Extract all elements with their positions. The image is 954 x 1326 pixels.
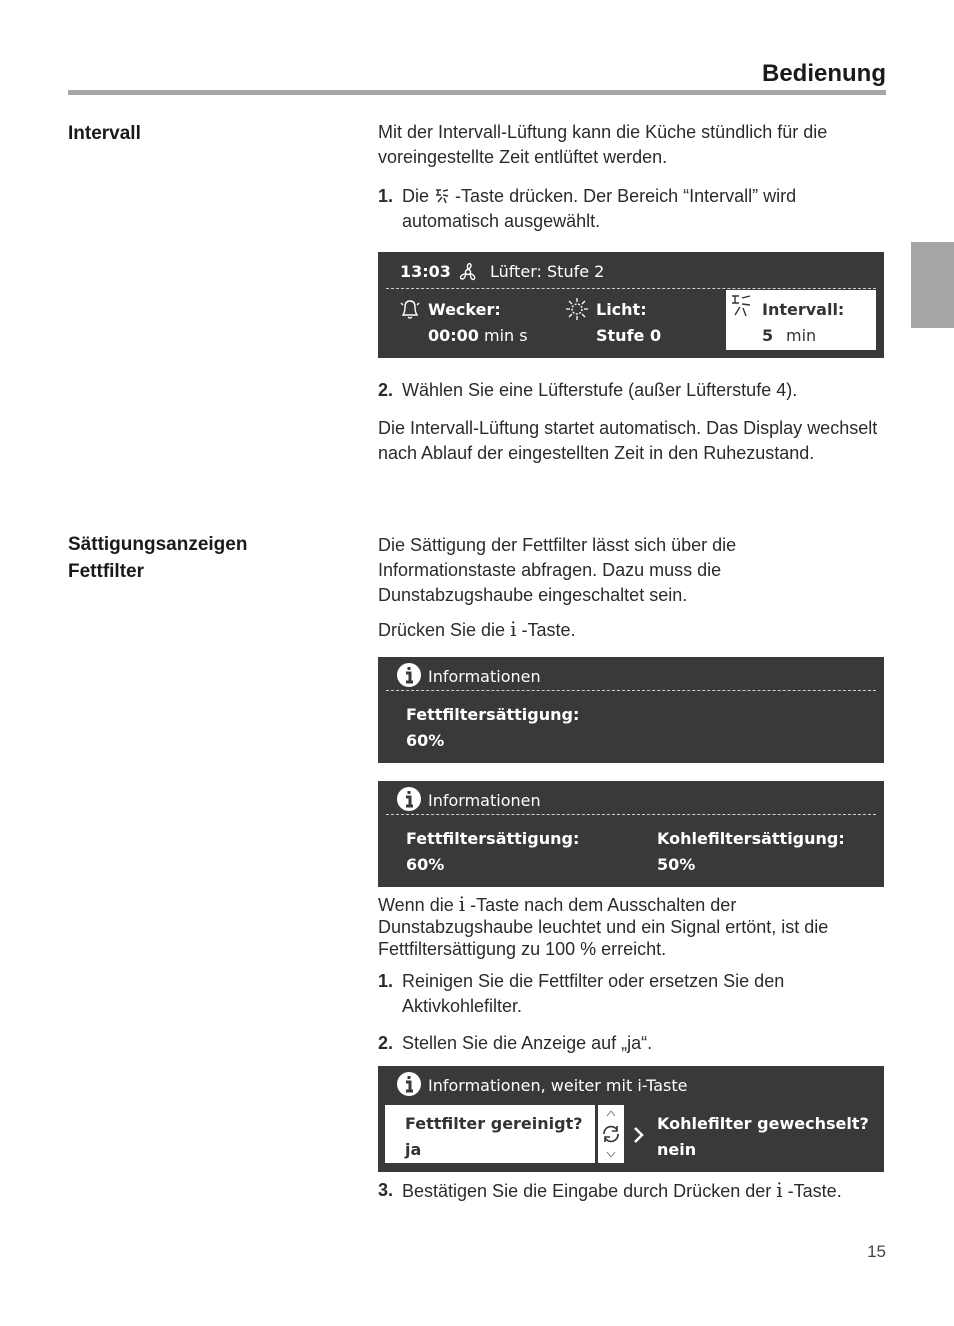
display-fan-status: Lüfter: Stufe 2 [490, 262, 605, 281]
bell-icon [398, 297, 422, 321]
page-title: Bedienung [762, 60, 886, 87]
info-key-icon: i [510, 617, 517, 641]
press-text-pre: Drücken Sie die [378, 620, 506, 640]
intervall-unit: min [786, 326, 817, 345]
fettfilter-label: Fettfiltersättigung: [406, 829, 580, 848]
info-icon [396, 786, 422, 812]
page-number: 15 [867, 1242, 886, 1261]
section-title-line-1: Sättigungsanzeigen [68, 534, 248, 555]
section-title-intervall: Intervall [68, 123, 141, 144]
fettfilter-value: 60% [406, 855, 445, 874]
step-number: 1. [378, 186, 394, 206]
step-text-post: -Taste drücken. Der Bereich “Intervall” wird automatisch ausgewählt. [402, 186, 797, 231]
intervall-step-2 [378, 378, 878, 403]
fettfilter-label: Fettfiltersättigung: [406, 705, 580, 724]
intervall-intro: Mit der Intervall-Lüftung kann die Küche stündlich für die voreingestellte Zeit entlüftet werden. [378, 122, 828, 167]
step-number: 1. [378, 971, 394, 991]
display-info-fettfilter [378, 657, 884, 763]
section-title-line-2: Fettfilter [68, 561, 144, 582]
info-key-icon: i [458, 892, 466, 916]
display-divider [386, 690, 876, 691]
kohlefilter-question: Kohlefilter gewechselt? [657, 1114, 869, 1133]
display-header: Informationen, weiter mit i-Taste [428, 1076, 688, 1095]
press-info-instruction [378, 617, 878, 643]
intervall-label: Intervall: [762, 300, 845, 319]
light-icon [564, 296, 590, 322]
step-text-pre: Bestätigen Sie die Eingabe durch Drücken der [402, 1181, 772, 1201]
wecker-value: 00:00 [428, 326, 479, 345]
step-text-post: -Taste. [787, 1181, 842, 1201]
section-title-saettigung [68, 531, 247, 585]
saettigung-warning [378, 893, 878, 960]
side-tab-marker [911, 242, 954, 328]
step-number: 2. [378, 380, 394, 400]
display-header: Informationen [428, 791, 541, 810]
licht-label: Licht: [596, 300, 647, 319]
step-text: Reinigen Sie die Fettfilter oder ersetzen Sie den Aktivkohlefilter. [402, 971, 785, 1016]
fettfilter-question: Fettfilter gereinigt? [405, 1114, 583, 1133]
display-divider [386, 288, 876, 289]
step-number: 2. [378, 1033, 394, 1053]
scroll-selector [598, 1105, 624, 1163]
kohlefilter-label: Kohlefiltersättigung: [657, 829, 845, 848]
display-info-both-filters [378, 781, 884, 887]
wecker-unit: min s [484, 326, 528, 345]
intervall-selected-field [726, 290, 876, 350]
display-time: 13:03 [400, 262, 451, 281]
saettigung-step-2 [378, 1031, 878, 1056]
header-rule [68, 90, 886, 95]
chevron-right-icon [632, 1126, 646, 1144]
interval-icon [730, 294, 752, 318]
fettfilter-answer: ja [405, 1140, 422, 1159]
step-text-pre: Die [402, 186, 430, 206]
step-text: Wählen Sie eine Lüfterstufe (außer Lüfterstufe 4). [402, 380, 798, 400]
display-intervall [378, 252, 884, 358]
intervall-value: 5 [762, 326, 774, 345]
step-number: 3. [378, 1180, 394, 1200]
warn-text-post: -Taste nach dem Ausschalten der Dunstabzugshaube leuchtet und ein Signal ertönt, ist die Fettfiltersättigung zu 100 % erreicht. [378, 895, 829, 959]
kohlefilter-value: 50% [657, 855, 696, 874]
fettfilter-value: 60% [406, 731, 445, 750]
saettigung-intro: Die Sättigung der Fettfilter lässt sich über die Informationstaste abfragen. Dazu muss die Dunstabzugshaube eingeschaltet sein. [378, 535, 737, 605]
step-text: Stellen Sie die Anzeige auf „ja“. [402, 1033, 653, 1053]
kohlefilter-answer: nein [657, 1140, 697, 1159]
display-divider [386, 814, 876, 815]
intervall-outro: Die Intervall-Lüftung startet automatisch. Das Display wechselt nach Ablauf der eingestellten Zeit in den Ruhezustand. [378, 418, 878, 463]
display-info-confirm [378, 1066, 884, 1172]
fettfilter-selected-field [385, 1105, 595, 1163]
saettigung-step-1 [378, 969, 878, 1019]
interval-fan-icon [434, 188, 450, 204]
intervall-step-1 [378, 184, 878, 234]
saettigung-step-3 [378, 1178, 878, 1204]
rotate-arrows-icon [599, 1109, 623, 1159]
fan-icon [456, 261, 480, 283]
info-key-icon: i [776, 1178, 783, 1202]
licht-value: Stufe 0 [596, 326, 662, 345]
info-icon [396, 662, 422, 688]
press-text-post: -Taste. [521, 620, 576, 640]
display-header: Informationen [428, 667, 541, 686]
wecker-label: Wecker: [428, 300, 501, 319]
info-icon [396, 1071, 422, 1097]
warn-text-pre: Wenn die [378, 895, 454, 915]
